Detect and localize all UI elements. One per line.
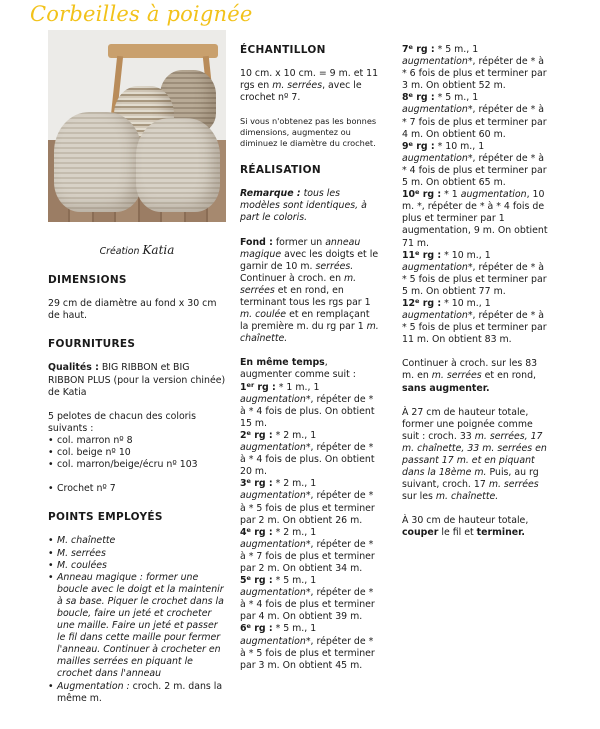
row-number-suffix: e bbox=[246, 622, 251, 631]
row-label bbox=[402, 44, 435, 55]
row-rg: rg : bbox=[254, 478, 273, 490]
realisation-heading: RÉALISATION bbox=[240, 164, 321, 177]
row-augmentation: augmentation bbox=[240, 587, 306, 599]
row-label bbox=[402, 189, 441, 200]
row-augmentation: augmentation bbox=[240, 490, 306, 502]
row-number-suffix: e bbox=[415, 188, 420, 197]
rows-list-b bbox=[402, 44, 550, 346]
point-label: Anneau magique : bbox=[57, 571, 143, 583]
text-span: m. serrées bbox=[240, 272, 357, 296]
row-number-suffix: e bbox=[408, 43, 413, 51]
row-number: 1 bbox=[240, 381, 247, 393]
row-augmentation: augmentation bbox=[402, 104, 468, 116]
text-span: sans augmenter. bbox=[402, 382, 490, 394]
row-augmentation: augmentation bbox=[402, 310, 468, 322]
row-number-suffix: e bbox=[246, 574, 251, 583]
row-number: 2 bbox=[240, 429, 247, 441]
row-instruction bbox=[240, 575, 380, 623]
text-span: avec les doigts et le garnir de 10 m. bbox=[240, 248, 379, 272]
row-number-suffix: e bbox=[246, 525, 251, 534]
credit-prefix: Création bbox=[99, 246, 140, 257]
baskets-photo bbox=[48, 30, 226, 222]
row-augmentation: augmentation bbox=[402, 56, 468, 68]
row-post: *, répéter de * à * 7 fois de plus et terminer par 4 m. On obtient 60 m. bbox=[402, 104, 547, 140]
text-span: Continuer à croch. en bbox=[240, 272, 342, 284]
row-augmentation: augmentation bbox=[402, 152, 468, 164]
column-right bbox=[402, 44, 550, 540]
poignee-paragraph bbox=[402, 407, 550, 504]
row-instruction bbox=[402, 298, 550, 346]
photo-basket bbox=[136, 118, 220, 212]
text-span: m. chaînette. bbox=[240, 321, 379, 345]
colors-list bbox=[48, 435, 226, 471]
fournitures-heading: FOURNITURES bbox=[48, 338, 136, 351]
column-middle bbox=[240, 44, 380, 672]
points-list bbox=[48, 535, 226, 704]
row-rg: rg : bbox=[416, 44, 435, 55]
row-instruction bbox=[240, 527, 380, 575]
rows-list-a bbox=[240, 382, 380, 672]
list-item: • M. chaînette bbox=[48, 535, 226, 547]
list-item bbox=[48, 681, 226, 705]
crochet-text: • Crochet nº 7 bbox=[48, 483, 226, 495]
qualites-text: BIG RIBBON et BIG RIBBON PLUS (pour la version chinée) de Katia bbox=[48, 362, 226, 398]
row-augmentation: augmentation bbox=[460, 189, 527, 201]
row-label bbox=[240, 623, 273, 634]
row-rg: rg : bbox=[254, 623, 273, 635]
photo-stool bbox=[108, 44, 218, 58]
remarque-label: Remarque : bbox=[240, 188, 301, 200]
row-label bbox=[240, 382, 276, 393]
point-text: croch. 2 m. dans la même m. bbox=[57, 680, 223, 704]
meme-paragraph bbox=[240, 357, 380, 381]
row-post: *, répéter de * à * 4 fois de plus. On obtient 20 m. bbox=[240, 442, 375, 478]
row-post: *, répéter de * à * 5 fois de plus et terminer par 2 m. On obtient 26 m. bbox=[240, 490, 375, 526]
row-number: 10 bbox=[402, 189, 416, 201]
row-pre: * 1 bbox=[444, 189, 458, 201]
credit bbox=[48, 244, 226, 258]
fond-paragraph bbox=[240, 237, 380, 346]
point-text: former une boucle avec le doigt et la maintenir à sa base. Piquer le crochet dans la boucle, faire un jeté et crocheter une maille. Faire un jeté et passer le fil dans cette maille pour fermer l'anneau. Continuer à crocheter en mailles serrées en piquant le crochet dans l'anneau bbox=[57, 571, 224, 680]
echantillon-note: Si vous n'obtenez pas les bonnes dimensions, augmentez ou diminuez le diamètre du crochet. bbox=[240, 116, 377, 148]
row-instruction bbox=[240, 623, 380, 671]
row-post: *, répéter de * à * 5 fois de plus et terminer par 3 m. On obtient 45 m. bbox=[240, 635, 375, 671]
text-span: m. serrées bbox=[488, 479, 539, 491]
text-span: , augmenter comme suit : bbox=[240, 357, 356, 381]
row-number-suffix: e bbox=[415, 248, 420, 257]
photo-basket bbox=[54, 112, 142, 212]
remarque-paragraph bbox=[240, 188, 380, 224]
text-span: 10 cm. x 10 cm. = 9 m. et 11 rgs en bbox=[240, 68, 379, 92]
row-pre: * 1 m., 1 bbox=[278, 381, 320, 393]
text-span: couper bbox=[402, 527, 439, 539]
row-instruction bbox=[402, 250, 550, 298]
row-post: *, répéter de * à * 4 fois de plus et terminer par 4 m. On obtient 39 m. bbox=[240, 587, 375, 623]
column-left bbox=[48, 30, 226, 705]
list-item: • col. beige nº 10 bbox=[48, 447, 226, 459]
row-pre: * 2 m., 1 bbox=[275, 429, 317, 441]
credit-brand: Katia bbox=[142, 243, 175, 257]
row-pre: * 10 m., 1 bbox=[444, 249, 491, 261]
row-post: *, répéter de * à * 5 fois de plus et terminer par 5 m. On obtient 77 m. bbox=[402, 261, 547, 297]
text-span: sur les bbox=[402, 491, 433, 503]
row-label bbox=[240, 527, 273, 538]
row-number-suffix: e bbox=[408, 139, 413, 148]
list-item: • M. coulées bbox=[48, 560, 226, 572]
row-instruction bbox=[240, 382, 380, 430]
row-number-suffix: e bbox=[415, 296, 420, 305]
point-label: Augmentation : bbox=[57, 680, 130, 692]
row-number: 11 bbox=[402, 249, 416, 261]
row-post: , 10 m. *, répéter de * à * 4 fois de plus et terminer par 1 augmentation, 9 m. On obtient 71 m. bbox=[402, 189, 548, 249]
row-post: *, répéter de * à * 4 fois de plus. On obtient 15 m. bbox=[240, 393, 375, 429]
dimensions-text: 29 cm de diamètre au fond x 30 cm de haut. bbox=[48, 298, 217, 322]
row-pre: * 5 m., 1 bbox=[437, 92, 479, 104]
qualites-paragraph bbox=[48, 362, 226, 398]
row-augmentation: augmentation bbox=[240, 635, 306, 647]
fond-label: Fond : bbox=[240, 236, 273, 248]
row-number-suffix: e bbox=[246, 477, 251, 486]
row-rg: rg : bbox=[416, 140, 435, 152]
list-item: • col. marron/beige/écru nº 103 bbox=[48, 459, 226, 471]
row-number: 6 bbox=[240, 623, 247, 635]
row-augmentation: augmentation bbox=[240, 442, 306, 454]
row-number: 9 bbox=[402, 140, 409, 152]
row-rg: rg : bbox=[422, 189, 442, 201]
row-pre: * 10 m., 1 bbox=[444, 297, 491, 309]
row-number: 12 bbox=[402, 297, 416, 309]
row-rg: rg : bbox=[422, 249, 442, 261]
text-span: , avec le crochet nº 7. bbox=[240, 80, 362, 104]
row-number: 8 bbox=[402, 92, 409, 104]
row-pre: * 10 m., 1 bbox=[437, 140, 485, 152]
list-item bbox=[48, 572, 226, 681]
text-span: serrées. bbox=[315, 260, 354, 272]
row-augmentation: augmentation bbox=[240, 538, 306, 550]
row-augmentation: augmentation bbox=[240, 393, 306, 405]
row-pre: * 2 m., 1 bbox=[275, 478, 317, 490]
row-rg: rg : bbox=[254, 526, 273, 538]
row-pre: * 5 m., 1 bbox=[275, 623, 317, 635]
row-post: *, répéter de * à * 6 fois de plus et terminer par 3 m. On obtient 52 m. bbox=[402, 56, 547, 92]
text-span: À 30 cm de hauteur totale, bbox=[402, 515, 529, 527]
row-rg: rg : bbox=[254, 429, 273, 441]
row-augmentation: augmentation bbox=[402, 261, 468, 273]
row-instruction bbox=[402, 141, 550, 189]
text-span: m. serrées bbox=[272, 80, 323, 92]
row-label bbox=[402, 298, 441, 309]
row-number-suffix: e bbox=[246, 428, 251, 437]
echantillon-heading: ÉCHANTILLON bbox=[240, 44, 326, 56]
text-span: Puis, au rg suivant, croch. 17 bbox=[402, 467, 539, 491]
list-item: • col. marron nº 8 bbox=[48, 435, 226, 447]
pelotes-text: 5 pelotes de chacun des coloris suivants : bbox=[48, 410, 197, 434]
text-span: anneau magique bbox=[240, 236, 361, 260]
row-instruction bbox=[402, 44, 550, 92]
row-post: *, répéter de * à * 4 fois de plus et terminer par 5 m. On obtient 65 m. bbox=[402, 152, 547, 189]
text-span: terminer. bbox=[476, 527, 525, 539]
text-span: former un bbox=[275, 236, 323, 248]
text-span: et en remplaçant la première m. du rg par 1 bbox=[240, 309, 370, 333]
row-rg: rg : bbox=[257, 381, 276, 393]
dimensions-heading: DIMENSIONS bbox=[48, 274, 127, 287]
row-label bbox=[402, 141, 435, 152]
final-paragraph bbox=[402, 515, 550, 539]
row-label bbox=[402, 250, 441, 261]
row-number: 3 bbox=[240, 478, 247, 490]
row-rg: rg : bbox=[254, 575, 273, 587]
text-span: le fil et bbox=[441, 527, 474, 539]
text-span: m. coulée bbox=[240, 309, 287, 321]
text-span: m. serrées bbox=[431, 370, 482, 382]
qualites-label: Qualités : bbox=[48, 362, 99, 374]
text-span: m. chaînette. bbox=[435, 491, 499, 503]
row-post: *, répéter de * à * 5 fois de plus et terminer par 11 m. On obtient 83 m. bbox=[402, 310, 547, 346]
row-label bbox=[240, 575, 273, 586]
crochet-list bbox=[48, 483, 226, 495]
row-number-suffix: er bbox=[246, 380, 255, 389]
row-label bbox=[240, 478, 273, 489]
text-span: et en rond, bbox=[484, 370, 537, 382]
row-number: 4 bbox=[240, 526, 247, 538]
remarque-text: tous les modèles sont identiques, à part le coloris. bbox=[240, 188, 367, 224]
row-number-suffix: e bbox=[408, 91, 413, 100]
row-pre: * 5 m., 1 bbox=[275, 575, 317, 587]
row-number: 5 bbox=[240, 575, 247, 587]
page-title: Corbeilles à poignée bbox=[30, 2, 253, 26]
text-span: et en rond, en terminant tous les rgs par 1 bbox=[240, 284, 371, 308]
row-pre: * 2 m., 1 bbox=[275, 526, 317, 538]
row-label bbox=[240, 430, 273, 441]
meme-label: En même temps bbox=[240, 357, 325, 369]
row-instruction bbox=[240, 478, 380, 526]
row-post: *, répéter de * à * 7 fois de plus et terminer par 2 m. On obtient 34 m. bbox=[240, 538, 375, 574]
row-number: 7 bbox=[402, 44, 409, 55]
row-instruction bbox=[240, 430, 380, 478]
row-instruction bbox=[402, 92, 550, 140]
points-heading: POINTS EMPLOYÉS bbox=[48, 511, 163, 524]
text-span: Continuer à croch. sur les 83 m. en bbox=[402, 358, 538, 382]
echantillon-text bbox=[240, 68, 380, 104]
row-rg: rg : bbox=[416, 92, 435, 104]
row-instruction bbox=[402, 189, 550, 249]
continuer-paragraph bbox=[402, 358, 550, 394]
row-rg: rg : bbox=[422, 297, 442, 309]
row-pre: * 5 m., 1 bbox=[437, 44, 479, 55]
text-span: À 27 cm de hauteur totale, former une poignée comme suit : croch. 33 bbox=[402, 406, 533, 442]
text-span: m. serrées, 17 m. chaînette, 33 m. serrées en passant 17 m. et en piquant dans la 18ème m. bbox=[402, 430, 547, 479]
list-item: • M. serrées bbox=[48, 548, 226, 560]
row-label bbox=[402, 92, 435, 103]
